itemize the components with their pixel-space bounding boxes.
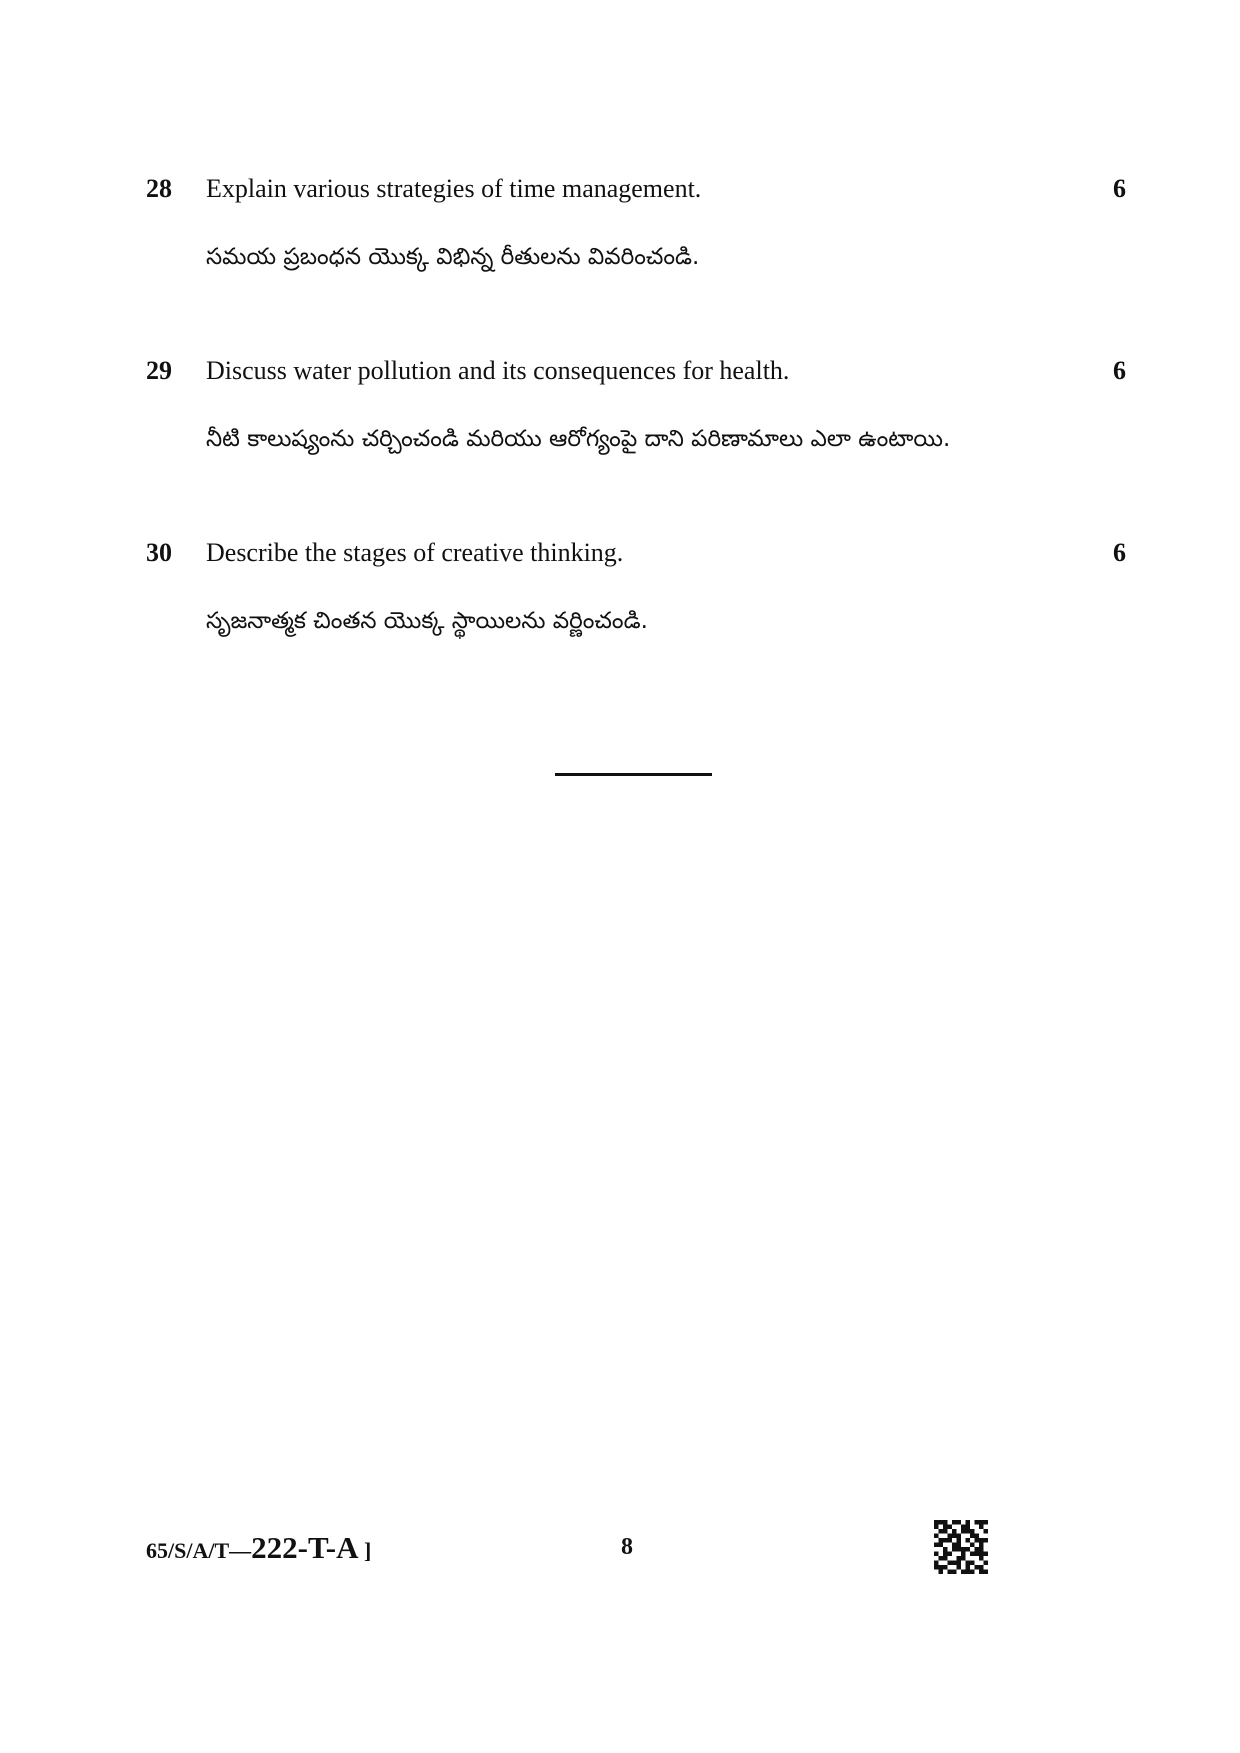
paper-code-suffix: ] [358, 1538, 372, 1563]
question-marks: 6 [1113, 174, 1126, 203]
question-translation: సమయ ప్రబంధన యొక్క విభిన్న రీతులను వివరించండి. [206, 244, 700, 270]
question-number: 28 [146, 174, 172, 203]
question-text: Explain various strategies of time management. [206, 174, 702, 203]
question-row [146, 538, 1126, 578]
question-text: Discuss water pollution and its consequences for health. [206, 356, 790, 385]
question-translation: నీటి కాలుష్యంను చర్చించండి మరియు ఆరోగ్యంపై దాని పరిణామాలు ఎలా ఉంటాయి. [206, 426, 951, 452]
question-28 [146, 174, 1126, 270]
question-row [146, 356, 1126, 396]
paper-code-main: 222-T-A [251, 1530, 359, 1565]
question-29 [146, 356, 1126, 452]
end-divider [555, 773, 712, 776]
question-marks: 6 [1113, 356, 1126, 385]
question-number: 30 [146, 538, 172, 567]
question-30 [146, 538, 1126, 634]
qr-code-icon [934, 1520, 988, 1574]
question-marks: 6 [1113, 538, 1126, 567]
page-number: 8 [621, 1534, 633, 1560]
paper-code [146, 1530, 371, 1566]
question-row [146, 174, 1126, 214]
question-text: Describe the stages of creative thinking. [206, 538, 624, 567]
paper-code-prefix: 65/S/A/T— [146, 1538, 252, 1563]
question-translation: సృజనాత్మక చింతన యొక్క స్థాయిలను వర్ణించండి. [206, 608, 648, 634]
question-number: 29 [146, 356, 172, 385]
